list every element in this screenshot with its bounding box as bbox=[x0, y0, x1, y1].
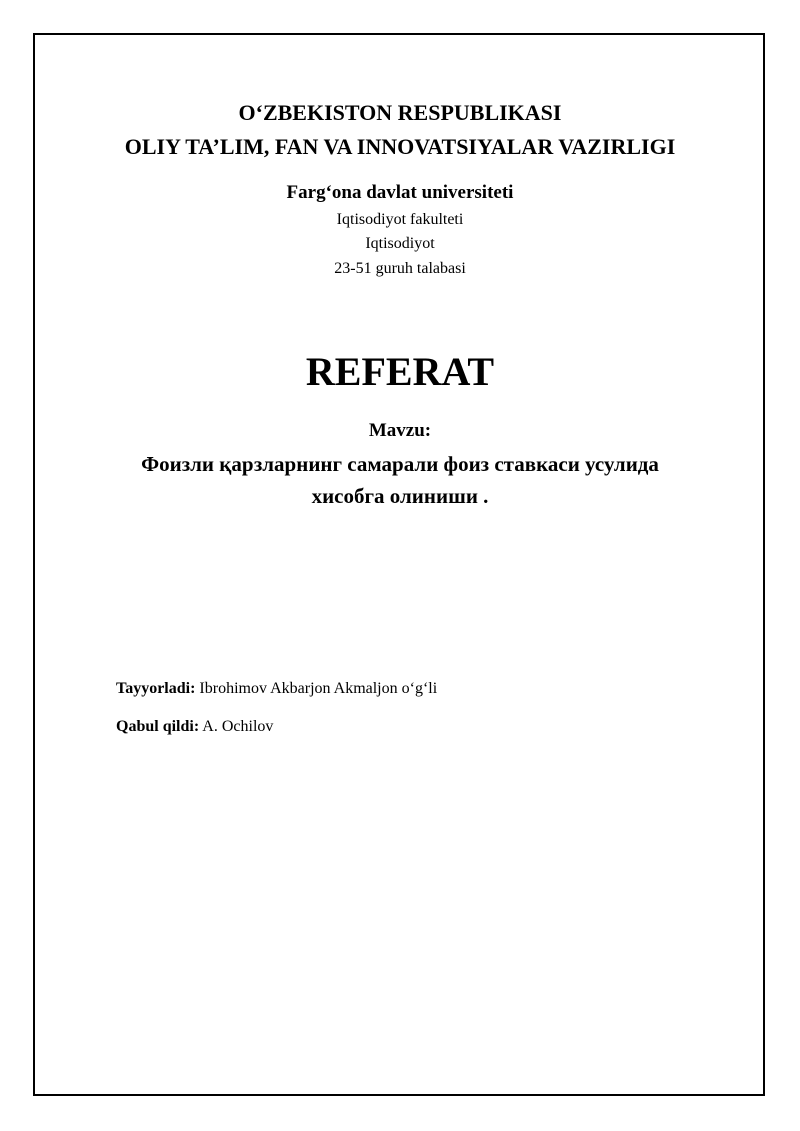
prepared-by-row bbox=[116, 678, 437, 700]
document-type-title: REFERAT bbox=[305, 349, 495, 394]
topic-title-line-1: Фоизли қарзларнинг самарали фоиз ставкаси усулида bbox=[141, 452, 659, 476]
topic-title bbox=[0, 448, 800, 512]
accepted-by-label: Qabul qildi: bbox=[116, 718, 200, 735]
student-group: 23-51 guruh talabasi bbox=[334, 260, 466, 277]
department-name: Iqtisodiyot bbox=[365, 235, 435, 252]
accepted-by-value: A. Ochilov bbox=[202, 718, 274, 735]
prepared-by-value: Ibrohimov Akbarjon Akmaljon o‘g‘li bbox=[199, 680, 438, 697]
country-name: O‘ZBEKISTON RESPUBLIKASI bbox=[238, 100, 562, 125]
topic-label: Mavzu: bbox=[368, 420, 432, 441]
ministry-name: OLIY TA’LIM, FAN VA INNOVATSIYALAR VAZIRLIGI bbox=[124, 134, 676, 159]
prepared-by-label: Tayyorladi: bbox=[116, 680, 196, 697]
faculty-name: Iqtisodiyot fakulteti bbox=[336, 211, 464, 228]
accepted-by-row bbox=[116, 716, 273, 738]
topic-title-line-2: хисобга олиниши . bbox=[311, 484, 489, 508]
university-name: Farg‘ona davlat universiteti bbox=[286, 182, 514, 203]
